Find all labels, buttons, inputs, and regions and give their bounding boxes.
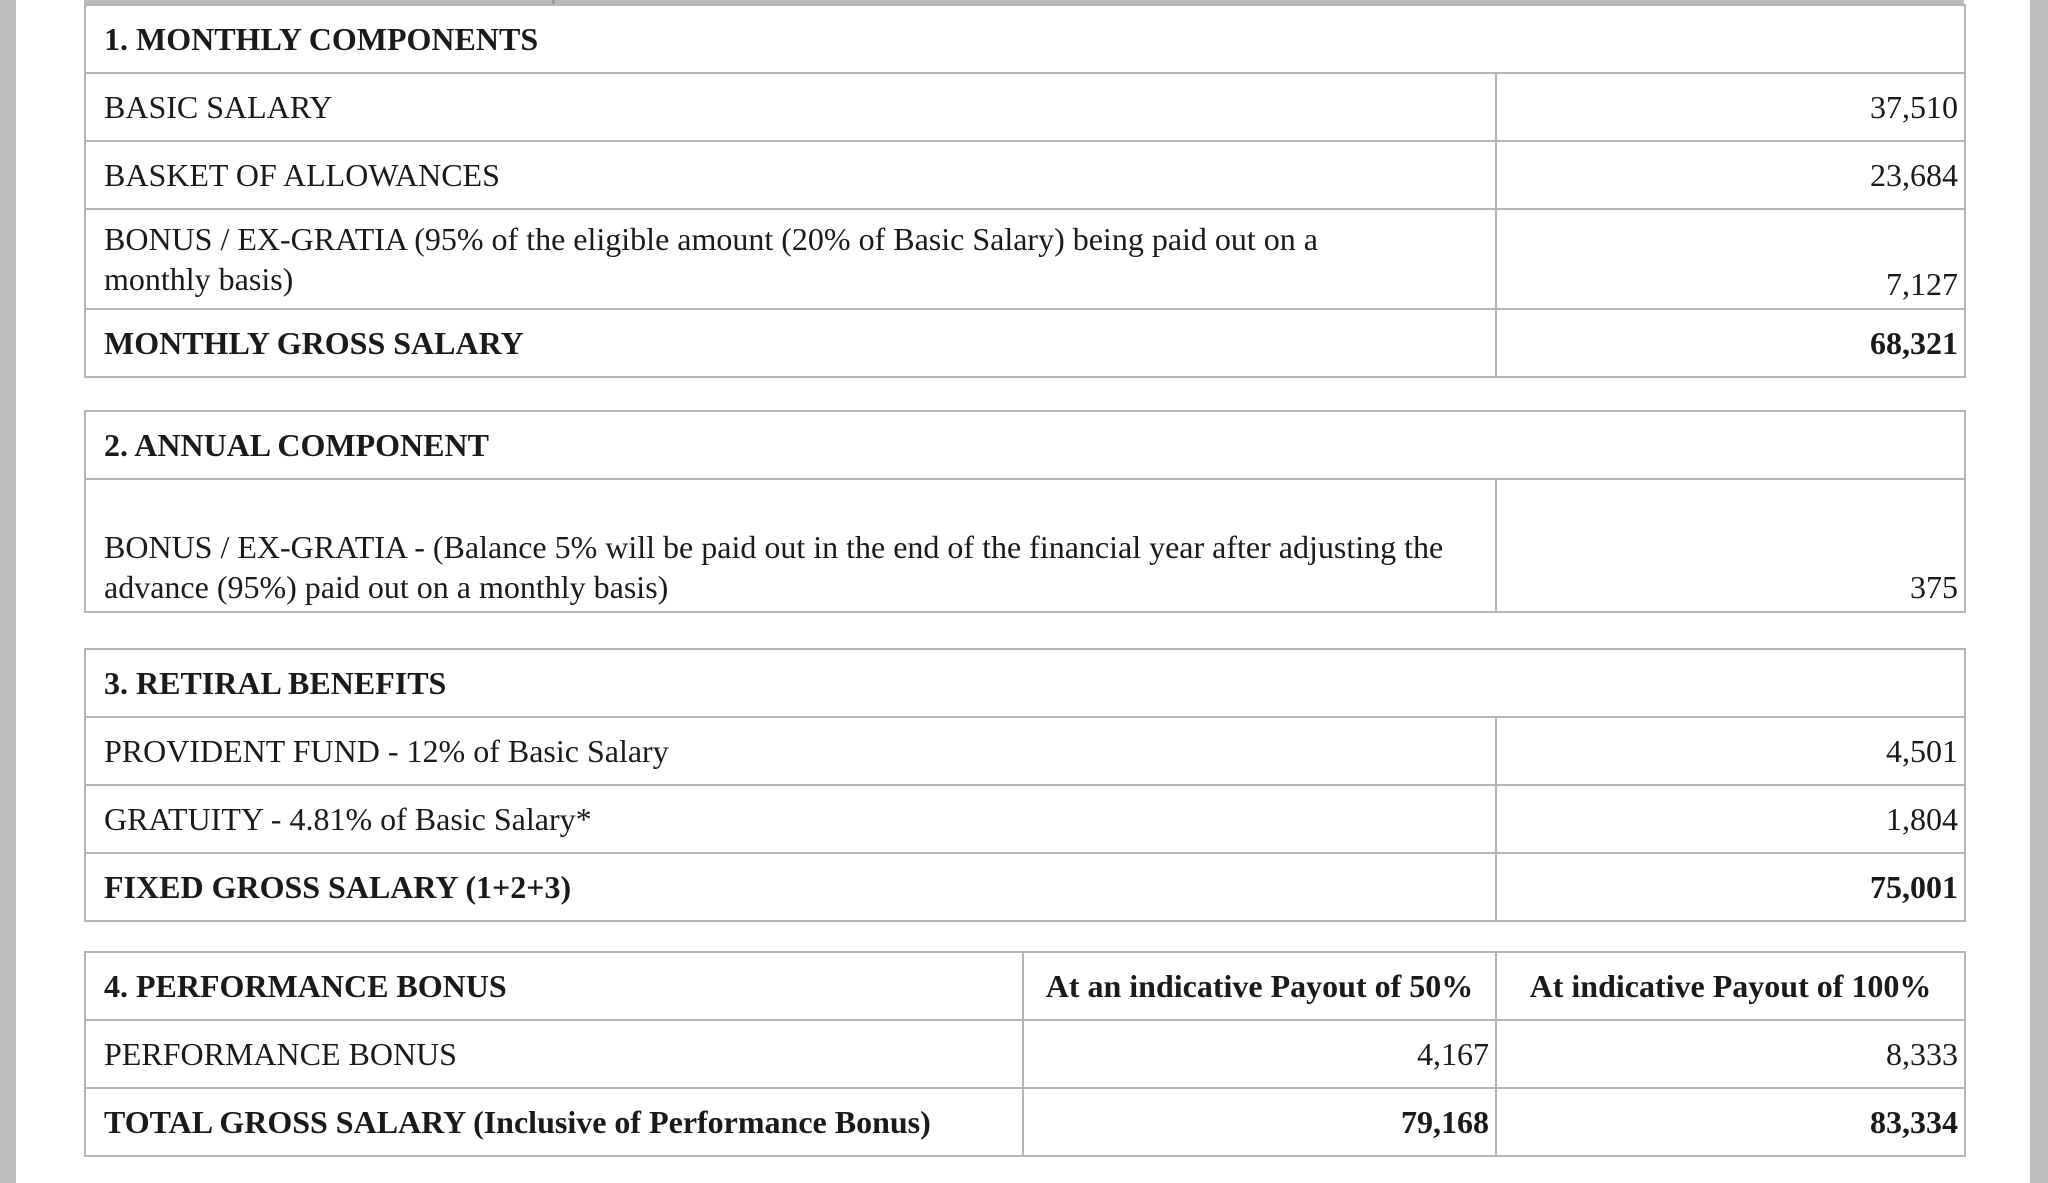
total-value-50: 79,168 xyxy=(1023,1088,1496,1156)
monthly-components-table xyxy=(84,4,1966,378)
section-header-row xyxy=(85,411,1965,479)
total-label: TOTAL GROSS SALARY (Inclusive of Performance Bonus) xyxy=(85,1088,1023,1156)
row-value-50: 4,167 xyxy=(1023,1020,1496,1088)
row-value: 23,684 xyxy=(1496,141,1965,209)
row-label: GRATUITY - 4.81% of Basic Salary* xyxy=(85,785,1496,853)
table-row xyxy=(85,479,1965,612)
table-row xyxy=(85,717,1965,785)
total-row xyxy=(85,853,1965,921)
row-label: BASIC SALARY xyxy=(85,73,1496,141)
row-value: 37,510 xyxy=(1496,73,1965,141)
total-row xyxy=(85,309,1965,377)
performance-bonus-table xyxy=(84,951,1966,1157)
table-row xyxy=(85,73,1965,141)
section-title: 1. MONTHLY COMPONENTS xyxy=(85,5,1965,73)
column-header-50: At an indicative Payout of 50% xyxy=(1023,952,1496,1020)
section-title: 2. ANNUAL COMPONENT xyxy=(85,411,1965,479)
section-title: 4. PERFORMANCE BONUS xyxy=(85,952,1023,1020)
total-label: MONTHLY GROSS SALARY xyxy=(85,309,1496,377)
row-label: PROVIDENT FUND - 12% of Basic Salary xyxy=(85,717,1496,785)
row-label: BONUS / EX-GRATIA (95% of the eligible amount (20% of Basic Salary) being paid out on a monthly basis) xyxy=(85,209,1496,309)
row-label: BASKET OF ALLOWANCES xyxy=(85,141,1496,209)
total-row xyxy=(85,1088,1965,1156)
total-value-100: 83,334 xyxy=(1496,1088,1965,1156)
section-header-row xyxy=(85,5,1965,73)
retiral-benefits-table xyxy=(84,648,1966,922)
row-label: BONUS / EX-GRATIA - (Balance 5% will be paid out in the end of the financial year after adjusting the advance (95%) paid out on a monthly basis) xyxy=(85,479,1496,612)
section-header-row xyxy=(85,649,1965,717)
column-header-100: At indicative Payout of 100% xyxy=(1496,952,1965,1020)
total-label: FIXED GROSS SALARY (1+2+3) xyxy=(85,853,1496,921)
row-value: 7,127 xyxy=(1496,209,1965,309)
table-row xyxy=(85,141,1965,209)
row-value: 375 xyxy=(1496,479,1965,612)
row-value: 4,501 xyxy=(1496,717,1965,785)
table-row xyxy=(85,785,1965,853)
table-row xyxy=(85,1020,1965,1088)
total-value: 75,001 xyxy=(1496,853,1965,921)
row-value-100: 8,333 xyxy=(1496,1020,1965,1088)
left-viewer-margin xyxy=(0,0,16,1183)
section-title: 3. RETIRAL BENEFITS xyxy=(85,649,1965,717)
annual-component-table xyxy=(84,410,1966,613)
table-row xyxy=(85,209,1965,309)
total-value: 68,321 xyxy=(1496,309,1965,377)
section-header-row xyxy=(85,952,1965,1020)
row-label: PERFORMANCE BONUS xyxy=(85,1020,1023,1088)
right-scrollbar[interactable] xyxy=(2030,0,2048,1183)
row-value: 1,804 xyxy=(1496,785,1965,853)
